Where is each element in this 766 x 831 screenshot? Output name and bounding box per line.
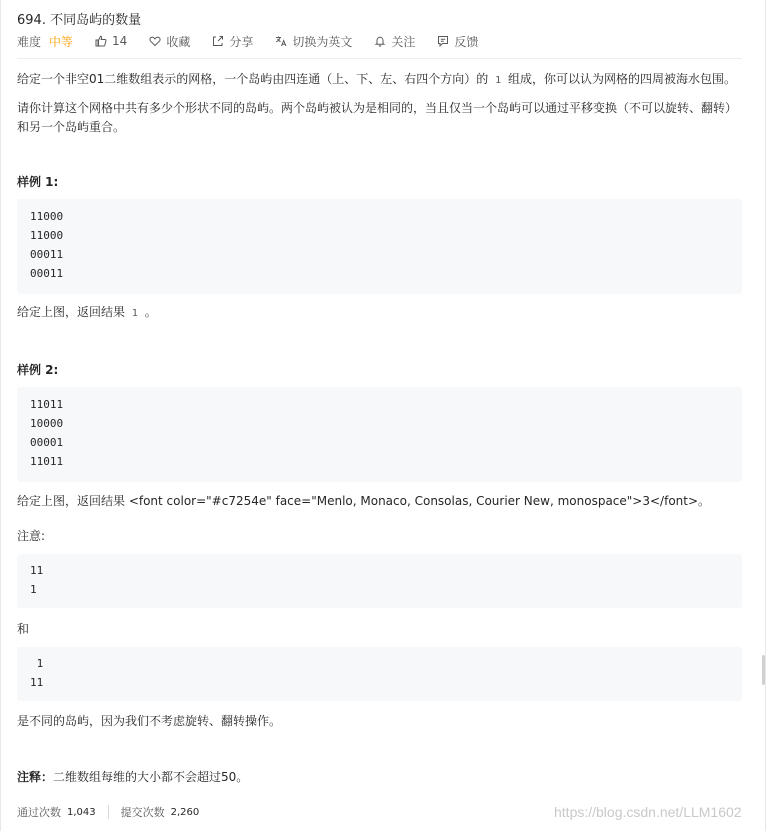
favorite-label: 收藏 xyxy=(166,34,191,49)
share-button[interactable] xyxy=(212,33,253,50)
problem-meta-bar xyxy=(17,32,500,50)
example-2-heading: 样例 2: xyxy=(17,363,59,377)
and-text: 和 xyxy=(17,622,30,636)
difficulty-badge: 中等 xyxy=(49,34,74,49)
bell-icon xyxy=(374,35,386,47)
example-1-code-block xyxy=(17,199,742,294)
feedback-icon xyxy=(437,35,449,47)
follow-label: 关注 xyxy=(391,34,416,49)
feedback-button[interactable] xyxy=(437,33,478,50)
example-1-result xyxy=(17,303,742,323)
translate-icon xyxy=(275,35,287,47)
watermark: https://blog.csdn.net/LLM1602 xyxy=(554,804,742,820)
code-line: 11011 xyxy=(30,455,64,468)
remark-text: 二维数组每维的大小都不会超过50。 xyxy=(53,770,249,784)
remark xyxy=(17,768,742,787)
example-2-code-block xyxy=(17,387,742,482)
remark-label: 注释： xyxy=(17,770,54,784)
example-1-result-code: 1 xyxy=(131,308,138,319)
example-1-result-end: 。 xyxy=(144,305,157,319)
translate-button[interactable] xyxy=(275,33,352,50)
submitted-count: 2,260 xyxy=(170,806,200,818)
code-line: 10000 xyxy=(30,417,64,430)
note-conclusion: 是不同的岛屿，因为我们不考虑旋转、翻转操作。 xyxy=(17,714,282,728)
description-paragraph-2: 请你计算这个网格中共有多少个形状不同的岛屿。两个岛屿被认为是相同的，当且仅当一个岛屿可以通过平移变换（不可以旋转、翻转）和另一个岛屿重合。 xyxy=(17,101,738,134)
note-code-block-2 xyxy=(17,647,742,701)
accepted-count: 1,043 xyxy=(67,806,96,818)
submission-stats xyxy=(17,804,199,820)
note-code-block-1 xyxy=(17,554,742,608)
thumbs-up-icon xyxy=(95,35,107,47)
like-button[interactable] xyxy=(95,34,127,48)
code-line: 1 xyxy=(30,583,37,596)
feedback-label: 反馈 xyxy=(454,34,479,49)
example-2-result: 给定上图，返回结果 <font color="#c7254e" face="Menlo, Monaco, Consolas, Courier New, monospace">3</font>。 xyxy=(17,494,711,508)
example-1-heading: 样例 1: xyxy=(17,175,59,189)
stats-divider xyxy=(108,805,109,819)
description-text-a: 给定一个非空01二维数组表示的网格，一个岛屿由四连通（上、下、左、右四个方向）的 xyxy=(17,72,489,86)
header-divider xyxy=(17,58,742,59)
code-line: 11000 xyxy=(30,210,64,223)
heart-icon xyxy=(149,35,161,47)
description-text-b: 组成，你可以认为网格的四周被海水包围。 xyxy=(507,72,736,86)
follow-button[interactable] xyxy=(374,33,415,50)
code-line: 00011 xyxy=(30,267,64,280)
code-line: 00011 xyxy=(30,248,64,261)
share-icon xyxy=(212,35,224,47)
difficulty-label: 难度 xyxy=(17,34,42,49)
share-label: 分享 xyxy=(229,34,254,49)
accepted-label: 通过次数 xyxy=(17,806,61,819)
code-line: 11 xyxy=(30,564,44,577)
code-line: 11 xyxy=(30,676,44,689)
example-1-result-text: 给定上图，返回结果 xyxy=(17,305,126,319)
note-heading: 注意: xyxy=(17,529,46,543)
left-border xyxy=(0,0,1,831)
code-line: 11011 xyxy=(30,398,64,411)
problem-title: 694. 不同岛屿的数量 xyxy=(17,13,142,28)
translate-label: 切换为英文 xyxy=(292,34,353,49)
code-line: 00001 xyxy=(30,436,64,449)
code-line: 11000 xyxy=(30,229,64,242)
favorite-button[interactable] xyxy=(149,33,190,50)
submitted-label: 提交次数 xyxy=(120,806,165,819)
inline-code-one: 1 xyxy=(495,75,502,86)
like-count: 14 xyxy=(112,34,128,48)
scrollbar-thumb[interactable] xyxy=(762,655,765,685)
description-paragraph-1 xyxy=(17,70,742,90)
code-line: 1 xyxy=(30,657,44,670)
